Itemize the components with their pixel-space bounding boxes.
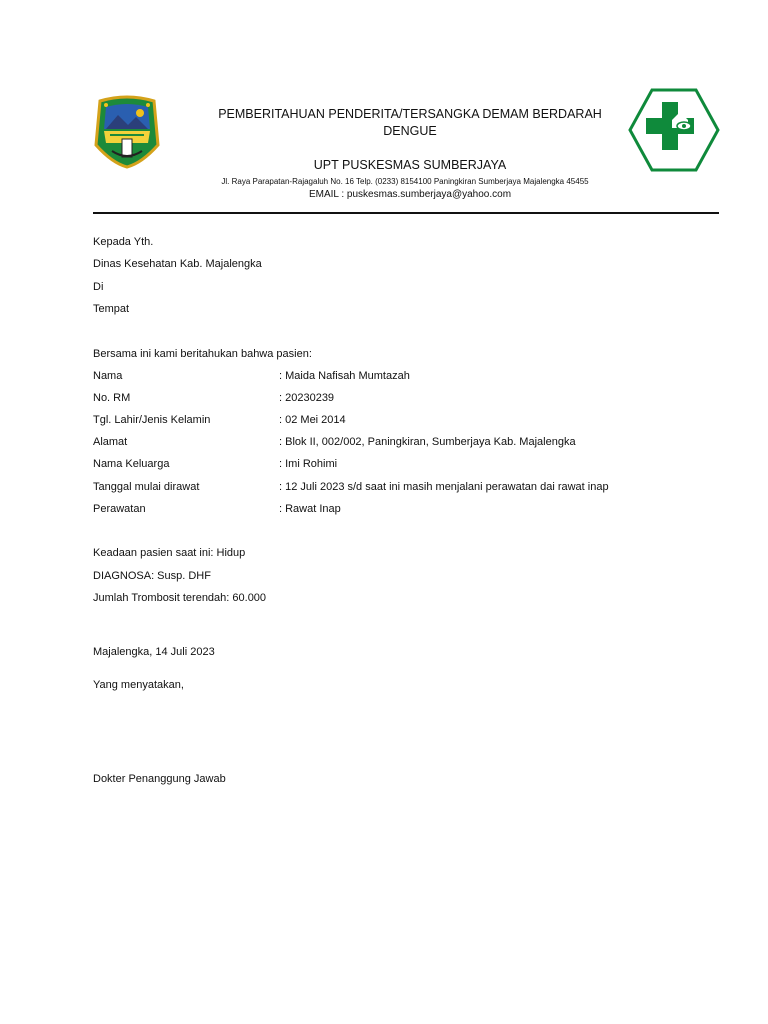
field-label: Tanggal mulai dirawat bbox=[93, 481, 200, 493]
lowest-platelet-count: Jumlah Trombosit terendah: 60.000 bbox=[93, 592, 267, 604]
field-label: Nama Keluarga bbox=[93, 458, 170, 470]
place-date: Majalengka, 14 Juli 2023 bbox=[93, 646, 215, 658]
recipient-greeting: Kepada Yth. bbox=[93, 236, 154, 248]
diagnosis: DIAGNOSA: Susp. DHF bbox=[93, 570, 211, 582]
header-divider bbox=[93, 212, 719, 214]
field-value: : Rawat Inap bbox=[279, 503, 341, 515]
intro-text: Bersama ini kami beritahukan bahwa pasien: bbox=[93, 348, 312, 360]
field-label: Perawatan bbox=[93, 503, 146, 515]
field-label: No. RM bbox=[93, 392, 131, 404]
field-label: Nama bbox=[93, 370, 123, 382]
field-value: : 12 Juli 2023 s/d saat ini masih menjalani perawatan dai rawat inap bbox=[279, 481, 609, 493]
signatory-title: Dokter Penanggung Jawab bbox=[93, 773, 226, 785]
majalengka-emblem-logo bbox=[92, 95, 162, 169]
field-label: Alamat bbox=[93, 436, 128, 448]
field-value: : 02 Mei 2014 bbox=[279, 414, 346, 426]
letter-title: PEMBERITAHUAN PENDERITA/TERSANGKA DEMAM BERDARAH DENGUE bbox=[218, 107, 602, 138]
puskesmas-cross-logo bbox=[628, 88, 720, 172]
recipient-di: Di bbox=[93, 281, 104, 293]
field-label: Tgl. Lahir/Jenis Kelamin bbox=[93, 414, 211, 426]
organization-name: UPT PUSKESMAS SUMBERJAYA bbox=[313, 158, 507, 172]
recipient-name: Dinas Kesehatan Kab. Majalengka bbox=[93, 258, 262, 270]
recipient-place: Tempat bbox=[93, 303, 130, 315]
field-value: : 20230239 bbox=[279, 392, 335, 404]
patient-condition: Keadaan pasien saat ini: Hidup bbox=[93, 547, 246, 559]
field-value: : Imi Rohimi bbox=[279, 458, 338, 470]
organization-email: EMAIL : puskesmas.sumberjaya@yahoo.com bbox=[308, 189, 512, 200]
field-value: : Blok II, 002/002, Paningkiran, Sumberjaya Kab. Majalengka bbox=[279, 436, 576, 448]
organization-address: Jl. Raya Parapatan-Rajagaluh No. 16 Telp. (0233) 8154100 Paningkiran Sumberjaya Majalengka 45455 bbox=[221, 177, 589, 186]
field-value: : Maida Nafisah Mumtazah bbox=[279, 370, 410, 382]
closing-statement: Yang menyatakan, bbox=[93, 679, 184, 691]
